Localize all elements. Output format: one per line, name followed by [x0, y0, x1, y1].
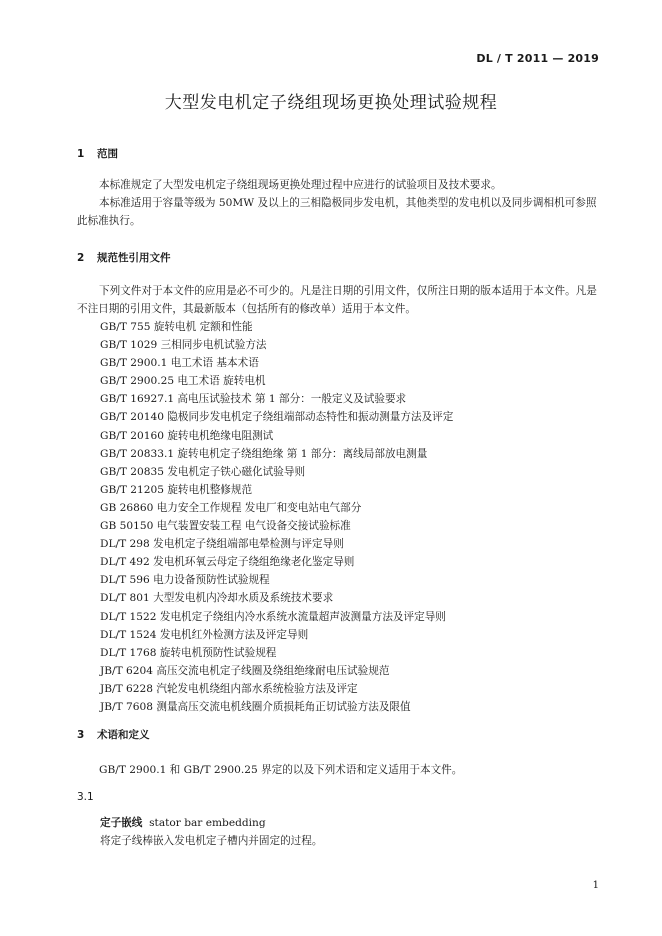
reference-item: DL/T 801 大型发电机内冷却水质及系统技术要求 [100, 592, 334, 605]
reference-item: GB/T 755 旋转电机 定额和性能 [100, 321, 253, 333]
reference-item: DL/T 1524 发电机红外检测方法及评定导则 [100, 628, 309, 641]
section-title: 范围 [97, 148, 118, 160]
reference-item: GB/T 1029 三相同步电机试验方法 [100, 339, 267, 352]
term-definition: 将定子线棒嵌入发电机定子槽内并固定的过程。 [100, 835, 323, 847]
paragraph: 下列文件对于本文件的应用是必不可少的。凡是注日期的引用文件，仅所注日期的版本适用于本文件。凡是不注日期的引用文件，其最新版本（包括所有的修改单）适用于本文件。 [77, 285, 597, 315]
reference-item: GB/T 20140 隐极同步发电机定子绕组端部动态特性和振动测量方法及评定 [100, 411, 454, 424]
document-title: 大型发电机定子绕组现场更换处理试验规程 [164, 93, 498, 113]
term-chinese: 定子嵌线 [100, 817, 143, 829]
reference-item: GB/T 21205 旋转电机整修规范 [100, 483, 253, 496]
section-title: 术语和定义 [97, 729, 150, 741]
clause-number: 3.1 [77, 791, 94, 803]
normative-references-list [100, 318, 600, 716]
reference-item: GB/T 2900.1 电工术语 基本术语 [100, 357, 259, 370]
paragraph: GB/T 2900.1 和 GB/T 2900.25 界定的以及下列术语和定义适用于本文件。 [99, 764, 463, 776]
reference-item: DL/T 1768 旋转电机预防性试验规程 [100, 646, 277, 659]
section-3-heading [77, 727, 150, 742]
reference-item: GB 50150 电气装置安装工程 电气设备交接试验标准 [100, 520, 351, 533]
paragraph: 本标准适用于容量等级为 50MW 及以上的三相隐极同步发电机，其他类型的发电机以及同步调相机可参照此标准执行。 [77, 197, 597, 227]
reference-item: GB/T 20835 发电机定子铁心磁化试验导则 [100, 465, 306, 478]
section-1-heading [77, 146, 118, 161]
page-number: 1 [592, 880, 599, 891]
reference-item: GB/T 20160 旋转电机绝缘电阻测试 [100, 429, 274, 442]
reference-item: DL/T 596 电力设备预防性试验规程 [100, 574, 270, 587]
reference-item: JB/T 7608 测量高压交流电机线圈介质损耗角正切试验方法及限值 [100, 700, 411, 713]
term-entry [100, 815, 266, 830]
section-number: 1 [77, 148, 85, 160]
reference-item: DL/T 298 发电机定子绕组端部电晕检测与评定导则 [100, 538, 344, 551]
reference-item: GB/T 20833.1 旋转电机定子绕组绝缘 第 1 部分：离线局部放电测量 [100, 447, 428, 460]
reference-item: GB/T 16927.1 高电压试验技术 第 1 部分：一般定义及试验要求 [100, 393, 407, 406]
term-english: stator bar embedding [149, 817, 266, 829]
section-title: 规范性引用文件 [97, 252, 171, 264]
reference-item: JB/T 6204 高压交流电机定子线圈及绕组绝缘耐电压试验规范 [100, 664, 390, 677]
reference-item: DL/T 1522 发电机定子绕组内冷水系统水流量超声波测量方法及评定导则 [100, 610, 446, 623]
standard-code: DL / T 2011 — 2019 [476, 52, 599, 65]
reference-item: DL/T 492 发电机环氧云母定子绕组绝缘老化鉴定导则 [100, 556, 355, 569]
reference-item: GB/T 2900.25 电工术语 旋转电机 [100, 375, 266, 388]
paragraph: 本标准规定了大型发电机定子绕组现场更换处理过程中应进行的试验项目及技术要求。 [99, 179, 502, 191]
reference-item: GB 26860 电力安全工作规程 发电厂和变电站电气部分 [100, 501, 362, 514]
section-number: 3 [77, 729, 85, 741]
section-2-heading [77, 250, 171, 265]
section-number: 2 [77, 252, 85, 264]
reference-item: JB/T 6228 汽轮发电机绕组内部水系统检验方法及评定 [100, 682, 358, 695]
